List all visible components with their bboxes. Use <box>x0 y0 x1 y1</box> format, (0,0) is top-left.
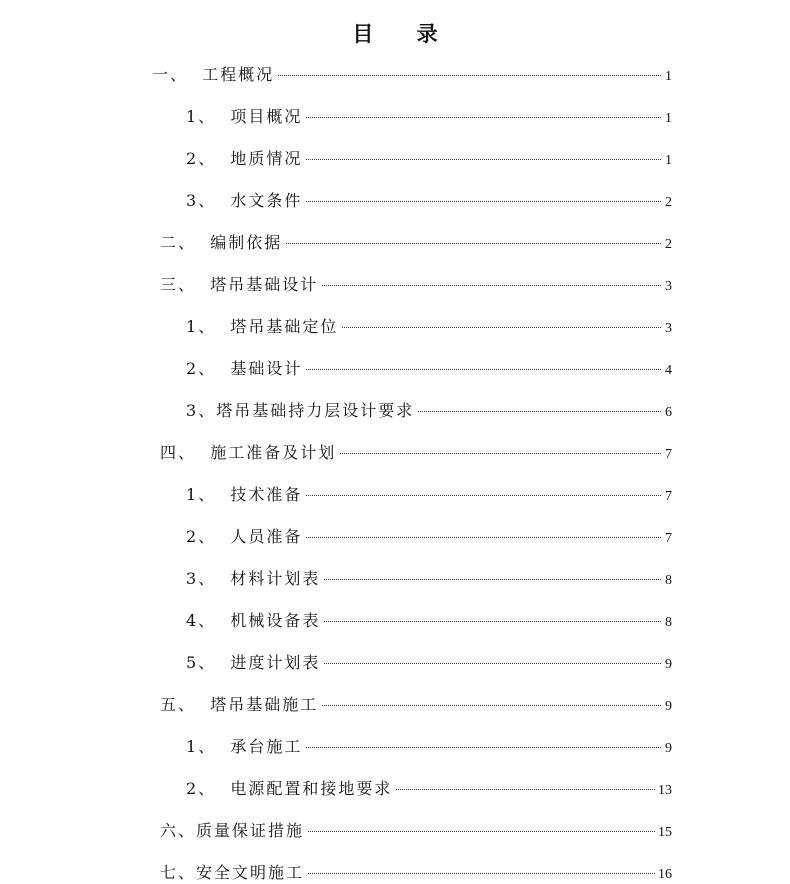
toc-entry-number: 2、 <box>186 779 231 798</box>
toc-entry-label: 人员准备 <box>230 527 303 546</box>
dot-leader <box>342 327 661 328</box>
toc-entry-number: 五、 <box>160 695 211 714</box>
dot-leader <box>306 537 661 538</box>
toc-entry-label: 地质情况 <box>230 149 303 168</box>
toc-entry-page: 13 <box>658 783 672 798</box>
toc-title: 目 录 <box>352 21 456 46</box>
dot-leader <box>306 747 661 748</box>
toc-entry[interactable] <box>186 104 672 128</box>
dot-leader <box>306 159 661 160</box>
dot-leader <box>306 201 661 202</box>
toc-entry-page: 16 <box>658 867 672 882</box>
toc-entry[interactable] <box>186 734 672 758</box>
toc-entry-label: 材料计划表 <box>230 569 321 588</box>
toc-entry-number: 3、 <box>186 401 217 420</box>
toc-entry-page: 8 <box>665 615 672 630</box>
toc-entry-page: 7 <box>665 489 672 504</box>
toc-entry[interactable] <box>186 524 672 548</box>
toc-entry-number: 1、 <box>186 107 231 126</box>
toc-entry[interactable] <box>152 62 672 86</box>
dot-leader <box>418 411 661 412</box>
toc-entry-number: 5、 <box>186 653 231 672</box>
toc-entry-label: 水文条件 <box>230 191 303 210</box>
toc-entry-number: 4、 <box>186 611 231 630</box>
toc-entry-label: 基础设计 <box>230 359 303 378</box>
dot-leader <box>306 117 661 118</box>
toc-entry-page: 8 <box>665 573 672 588</box>
toc-entry-page: 15 <box>658 825 672 840</box>
dot-leader <box>396 789 655 790</box>
toc-entry[interactable] <box>186 650 672 674</box>
toc-entry[interactable] <box>186 314 672 338</box>
toc-entry-number: 1、 <box>186 485 231 504</box>
toc-entry-label: 施工准备及计划 <box>210 443 337 462</box>
toc-entry[interactable] <box>186 608 672 632</box>
toc-entry-number: 六、 <box>160 821 197 840</box>
toc-entry[interactable] <box>160 860 672 884</box>
toc-entry-number: 二、 <box>160 233 211 252</box>
dot-leader <box>306 495 661 496</box>
toc-entry-number: 1、 <box>186 317 231 336</box>
toc-entry-number: 一、 <box>152 65 203 84</box>
toc-entry-label: 项目概况 <box>230 107 303 126</box>
dot-leader <box>278 75 661 76</box>
toc-entry-number: 三、 <box>160 275 211 294</box>
dot-leader <box>340 453 661 454</box>
toc-entry[interactable] <box>186 146 672 170</box>
toc-entry-number: 2、 <box>186 149 231 168</box>
toc-entry-page: 6 <box>665 405 672 420</box>
toc-entry-number: 2、 <box>186 527 231 546</box>
toc-entry-page: 3 <box>665 321 672 336</box>
toc-entry-page: 9 <box>665 657 672 672</box>
dot-leader <box>324 579 661 580</box>
toc-entry-number: 3、 <box>186 191 231 210</box>
toc-entry-page: 7 <box>665 447 672 462</box>
toc-entry-page: 4 <box>665 363 672 378</box>
toc-entry-page: 3 <box>665 279 672 294</box>
toc-entry[interactable] <box>186 356 672 380</box>
toc-entry-label: 塔吊基础定位 <box>230 317 339 336</box>
toc-entry-number: 1、 <box>186 737 231 756</box>
toc-entry-page: 2 <box>665 195 672 210</box>
toc-entry-page: 2 <box>665 237 672 252</box>
toc-entry-page: 9 <box>665 741 672 756</box>
toc-entry[interactable] <box>160 440 672 464</box>
toc-entry-page: 7 <box>665 531 672 546</box>
toc-entry-label: 编制依据 <box>210 233 283 252</box>
toc-entry-page: 1 <box>665 111 672 126</box>
toc-entry-label: 安全文明施工 <box>196 863 305 882</box>
dot-leader <box>324 663 661 664</box>
dot-leader <box>322 705 661 706</box>
toc-entry[interactable] <box>160 272 672 296</box>
toc-entry-number: 四、 <box>160 443 211 462</box>
toc-entry-label: 塔吊基础设计 <box>210 275 319 294</box>
toc-entry[interactable] <box>186 482 672 506</box>
toc-entry-page: 1 <box>665 153 672 168</box>
toc-entry-number: 2、 <box>186 359 231 378</box>
toc-entry-label: 塔吊基础施工 <box>210 695 319 714</box>
dot-leader <box>308 831 655 832</box>
toc-entry-page: 9 <box>665 699 672 714</box>
toc-entry[interactable] <box>186 398 672 422</box>
toc-entry[interactable] <box>160 230 672 254</box>
toc-entry-label: 电源配置和接地要求 <box>230 779 393 798</box>
dot-leader <box>322 285 661 286</box>
toc-entry-label: 机械设备表 <box>230 611 321 630</box>
toc-entry-label: 承台施工 <box>230 737 303 756</box>
toc-entry[interactable] <box>186 776 672 800</box>
toc-entry-label: 技术准备 <box>230 485 303 504</box>
toc-entry[interactable] <box>160 818 672 842</box>
toc-entry[interactable] <box>186 566 672 590</box>
toc-entry[interactable] <box>186 188 672 212</box>
toc-entry-label: 进度计划表 <box>230 653 321 672</box>
toc-entry-label: 质量保证措施 <box>196 821 305 840</box>
toc-entry-label: 工程概况 <box>202 65 275 84</box>
dot-leader <box>286 243 661 244</box>
toc-entry-label: 塔吊基础持力层设计要求 <box>216 401 415 420</box>
dot-leader <box>324 621 661 622</box>
toc-entry[interactable] <box>160 692 672 716</box>
dot-leader <box>308 873 655 874</box>
toc-entry-page: 1 <box>665 69 672 84</box>
dot-leader <box>306 369 661 370</box>
toc-entry-number: 七、 <box>160 863 197 882</box>
toc-entry-number: 3、 <box>186 569 231 588</box>
